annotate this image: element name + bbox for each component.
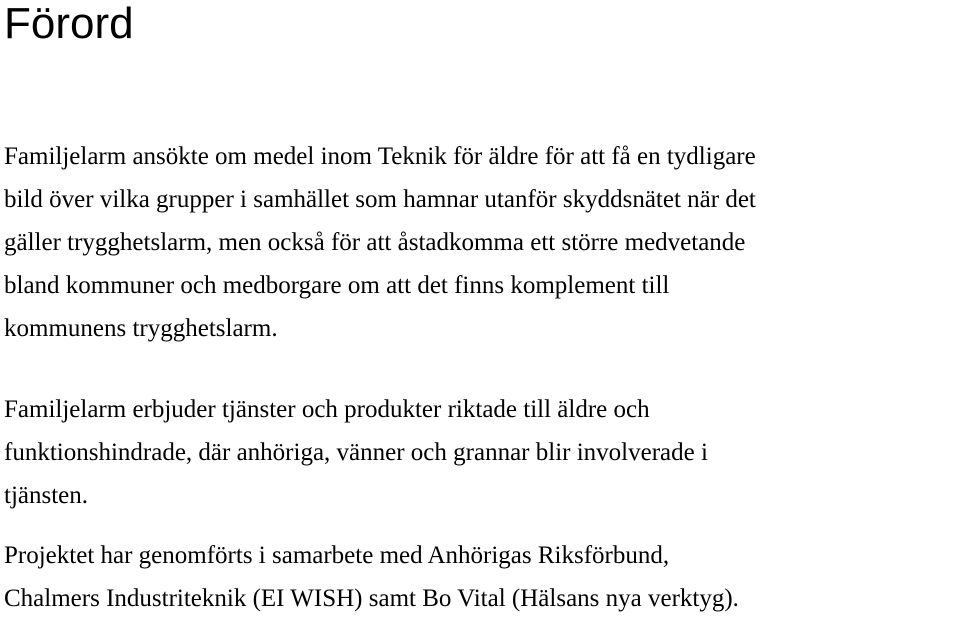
paragraph-intro [4,135,756,350]
text-line: bild över vilka grupper i samhället som hamnar utanför skyddsnätet när det [4,186,756,213]
text-line: Familjelarm ansökte om medel inom Teknik för äldre för att få en tydligare [4,143,756,170]
text-line: tjänsten. [4,482,89,509]
text-line: Familjelarm erbjuder tjänster och produkter riktade till äldre och [4,396,650,423]
text-line: Projektet har genomförts i samarbete med Anhörigas Riksförbund, [4,542,670,569]
paragraph-partners [4,534,739,620]
page-title: Förord [4,0,134,48]
text-line: Chalmers Industriteknik (EI WISH) samt Bo Vital (Hälsans nya verktyg). [4,585,739,612]
text-line: gäller trygghetslarm, men också för att åstadkomma ett större medvetande [4,229,746,256]
text-line: funktionshindrade, där anhöriga, vänner och grannar blir involverade i [4,439,708,466]
text-line: bland kommuner och medborgare om att det finns komplement till [4,272,670,299]
paragraph-services [4,388,708,517]
text-line: kommunens trygghetslarm. [4,315,278,342]
